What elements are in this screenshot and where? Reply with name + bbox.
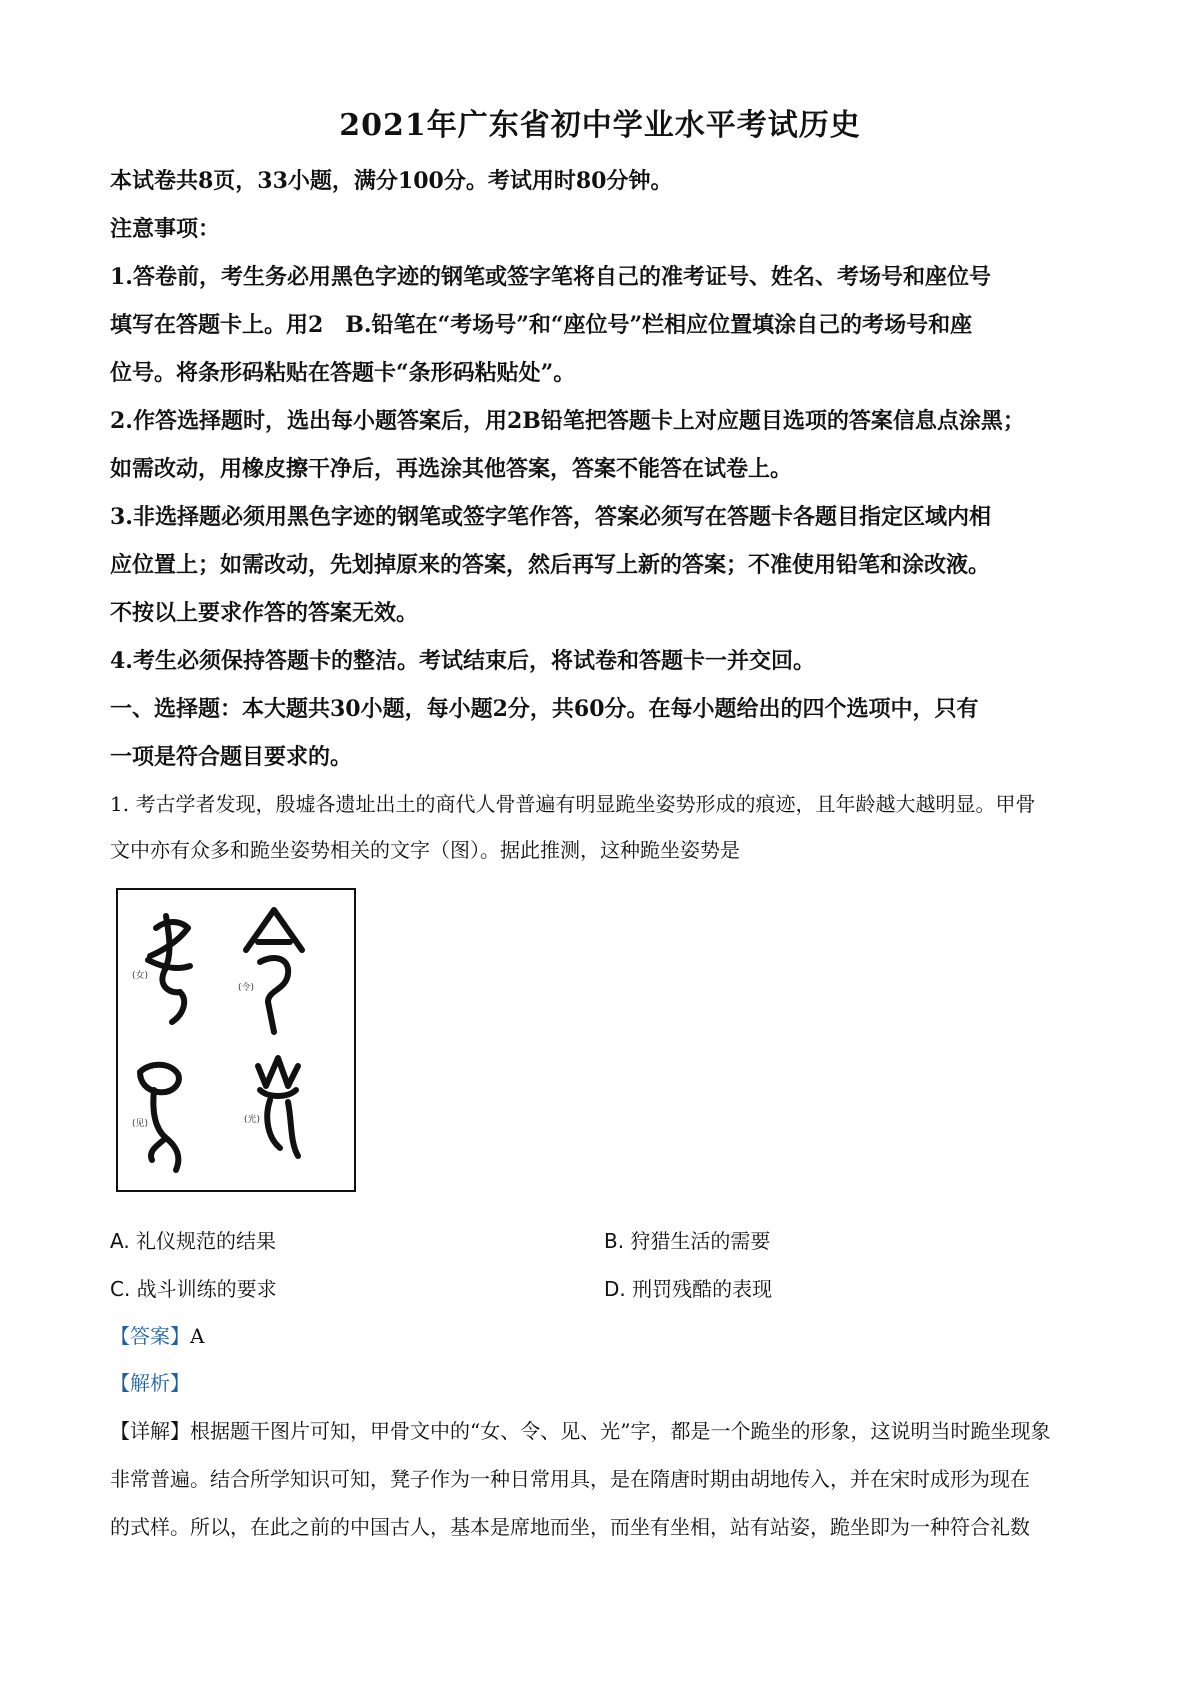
oracle-bone-glyphs-icon bbox=[118, 890, 354, 1190]
detail-tag: 【详解】 bbox=[110, 1419, 190, 1443]
detail-text: 根据题干图片可知，甲骨文中的“女、令、见、光”字，都是一个跪坐的形象，这说明当时跪坐现象 bbox=[190, 1419, 1051, 1443]
question-stem: 文中亦有众多和跪坐姿势相关的文字（图）。据此推测，这种跪坐姿势是 bbox=[110, 838, 740, 862]
option-a: A. 礼仪规范的结果 bbox=[110, 1229, 277, 1253]
note-line: 应位置上；如需改动，先划掉原来的答案，然后再写上新的答案；不准使用铅笔和涂改液。 bbox=[110, 552, 991, 578]
answer-tag: 【答案】 bbox=[110, 1324, 190, 1348]
page-title: 2021年广东省初中学业水平考试历史 bbox=[339, 108, 861, 143]
note-line: 不按以上要求作答的答案无效。 bbox=[110, 600, 419, 626]
section-heading: 一、选择题：本大题共30小题，每小题2分，共60分。在每小题给出的四个选项中，只有 bbox=[110, 696, 979, 722]
question-stem: 1. 考古学者发现，殷墟各遗址出土的商代人骨普遍有明显跪坐姿势形成的痕迹，且年龄越大越明显。甲骨 bbox=[110, 792, 1036, 816]
note-line: 位号。将条形码粘贴在答题卡“条形码粘贴处”。 bbox=[110, 360, 576, 386]
exam-intro: 本试卷共8页，33小题，满分100分。考试用时80分钟。 bbox=[110, 168, 673, 194]
detail-line bbox=[110, 1417, 1110, 1445]
analysis-tag: 【解析】 bbox=[110, 1371, 190, 1395]
note-line: 如需改动，用橡皮擦干净后，再选涂其他答案，答案不能答在试卷上。 bbox=[110, 456, 793, 482]
option-b: B. 狩猎生活的需要 bbox=[604, 1229, 771, 1253]
figure-label-nv: (女) bbox=[132, 971, 149, 981]
answer-line bbox=[110, 1322, 1110, 1350]
figure-label-guang: (光) bbox=[244, 1115, 261, 1125]
note-line: 1.答卷前，考生务必用黑色字迹的钢笔或签字笔将自己的准考证号、姓名、考场号和座位号 bbox=[110, 264, 991, 290]
note-line: 2.作答选择题时，选出每小题答案后，用2B铅笔把答题卡上对应题目选项的答案信息点涂黑； bbox=[110, 408, 1025, 434]
figure-label-jian: (见) bbox=[132, 1119, 149, 1129]
note-line: 填写在答题卡上。用2 B.铅笔在“考场号”和“座位号”栏相应位置填涂自己的考场号和座 bbox=[110, 312, 973, 338]
section-heading: 一项是符合题目要求的。 bbox=[110, 744, 353, 770]
notes-heading: 注意事项： bbox=[110, 216, 221, 242]
detail-line: 的式样。所以，在此之前的中国古人，基本是席地而坐，而坐有坐相，站有站姿，跪坐即为一种符合礼数 bbox=[110, 1515, 1030, 1539]
detail-line: 非常普遍。结合所学知识可知，凳子作为一种日常用具，是在隋唐时期由胡地传入，并在宋时成形为现在 bbox=[110, 1467, 1030, 1491]
note-line: 4.考生必须保持答题卡的整洁。考试结束后，将试卷和答题卡一并交回。 bbox=[110, 648, 815, 674]
answer-value: A bbox=[190, 1324, 205, 1348]
option-d: D. 刑罚残酷的表现 bbox=[604, 1277, 773, 1301]
oracle-bone-figure bbox=[116, 888, 356, 1192]
note-line: 3.非选择题必须用黑色字迹的钢笔或签字笔作答，答案必须写在答题卡各题目指定区域内相 bbox=[110, 504, 991, 530]
figure-label-ling: (令) bbox=[238, 983, 255, 993]
option-c: C. 战斗训练的要求 bbox=[110, 1277, 277, 1301]
